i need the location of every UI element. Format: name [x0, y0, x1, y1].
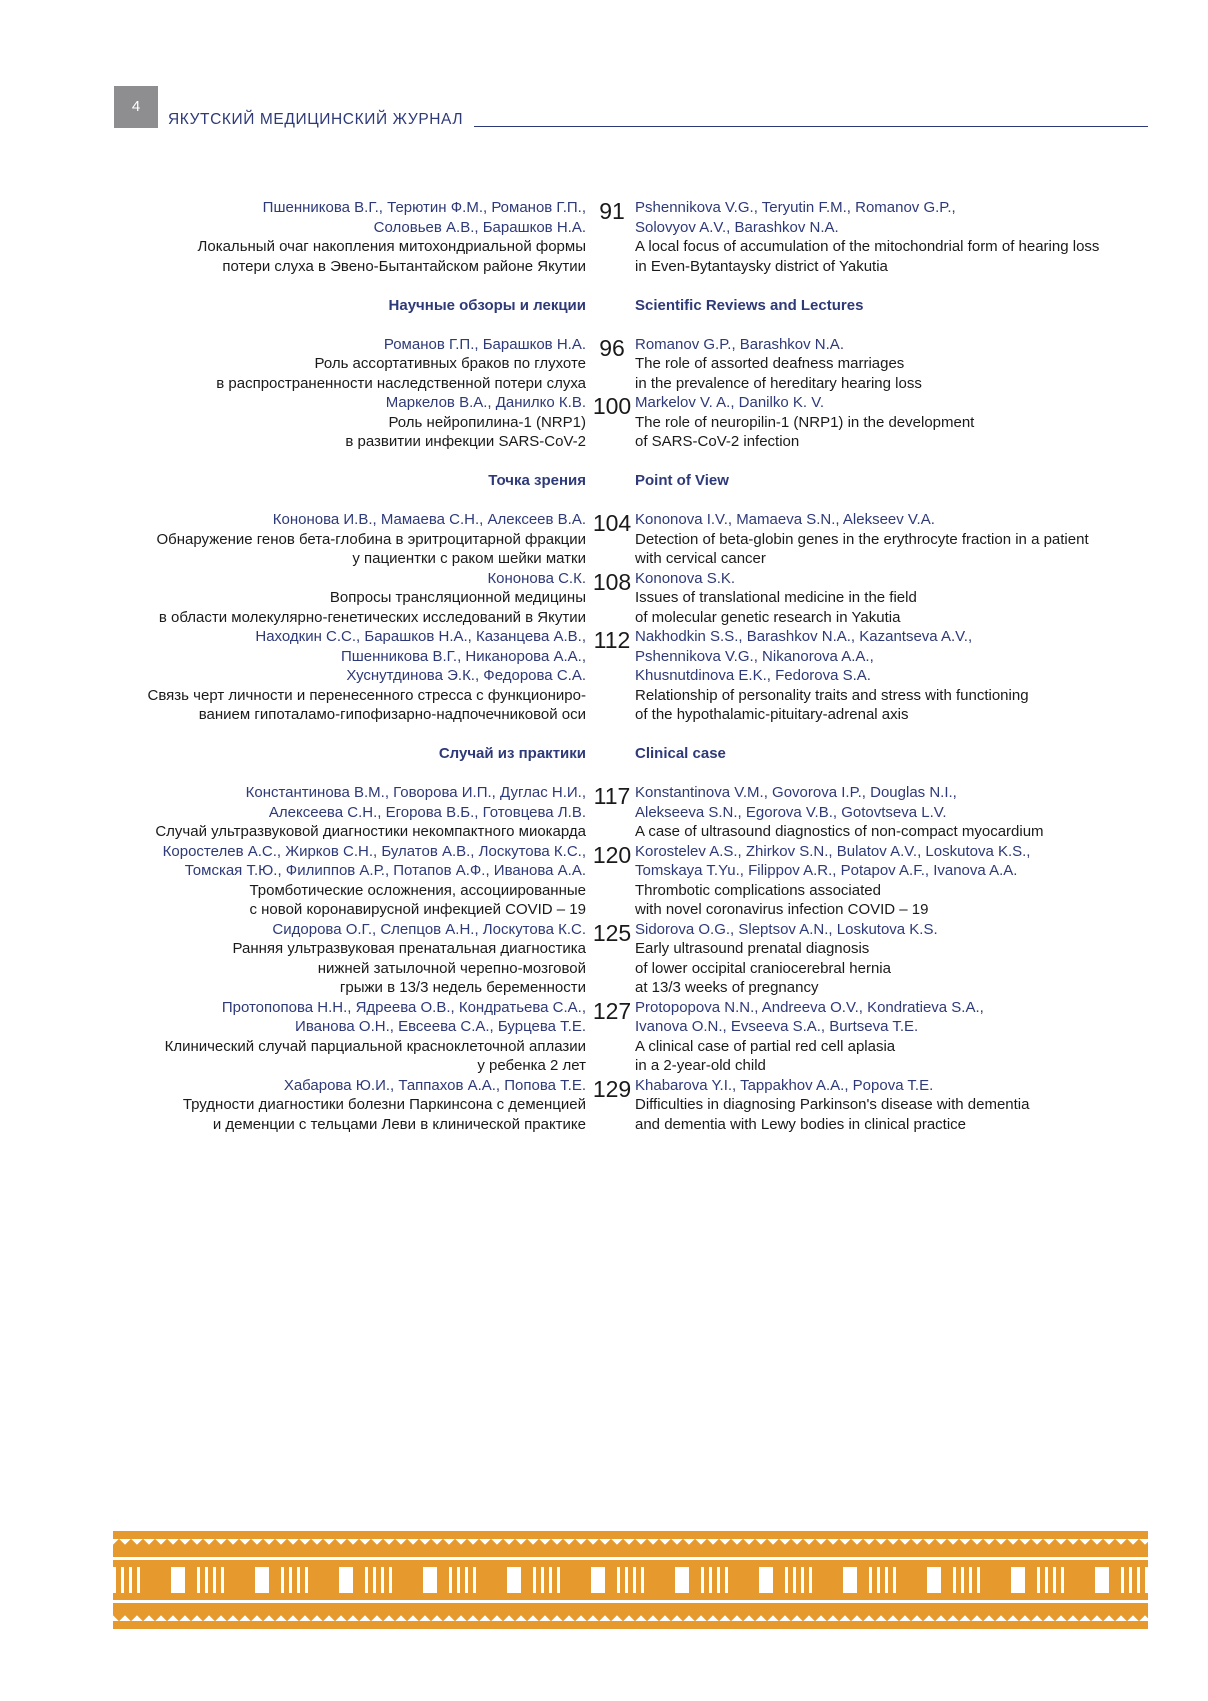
entry-ru	[110, 335, 586, 394]
article-title-en[interactable]: with cervical cancer	[635, 550, 766, 567]
author-line-ru[interactable]: Протопопова Н.Н., Ядреева О.В., Кондратьева С.А.,	[221, 998, 586, 1016]
article-title-ru[interactable]: Связь черт личности и перенесенного стресса с функциониро-	[147, 686, 586, 704]
article-title-en[interactable]: with novel coronavirus infection COVID – 19	[635, 901, 929, 918]
entry-ru	[110, 627, 586, 725]
section-title-ru: Случай из практики	[438, 745, 586, 762]
page-ref-number[interactable]: 120	[592, 841, 632, 868]
article-title-ru[interactable]: грыжи в 13/3 недель беременности	[339, 979, 586, 996]
toc-entry[interactable]	[110, 783, 1140, 842]
author-line-ru[interactable]: Романов Г.П., Барашков Н.А.	[383, 335, 586, 353]
author-line-ru[interactable]: Кононова С.К.	[487, 569, 586, 587]
article-title-ru[interactable]: Тромботические осложнения, ассоциированные	[249, 881, 586, 899]
author-line-en[interactable]: Khusnutdinova E.K., Fedorova S.A.	[635, 667, 871, 684]
author-line-en[interactable]: Tomskaya T.Yu., Filippov A.R., Potapov A.F., Ivanova A.A.	[635, 862, 1018, 879]
article-title-ru[interactable]: у ребенка 2 лет	[477, 1057, 586, 1074]
article-title-ru[interactable]: Обнаружение генов бета-глобина в эритроцитарной фракции	[156, 530, 586, 548]
entry-en	[635, 627, 1145, 725]
page-ref-number[interactable]: 112	[593, 627, 631, 653]
section-title-en: Point of View	[635, 472, 729, 489]
article-title-en[interactable]: Early ultrasound prenatal diagnosis	[635, 940, 870, 957]
section-title-en: Scientific Reviews and Lectures	[635, 296, 864, 314]
article-title-en[interactable]: The role of neuropilin-1 (NRP1) in the development	[635, 413, 975, 431]
article-title-ru[interactable]: Роль ассортативных браков по глухоте	[314, 355, 586, 372]
author-line-en[interactable]: Protopopova N.N., Andreeva O.V., Kondratieva S.A.,	[635, 998, 984, 1016]
article-title-en[interactable]: of the hypothalamic-pituitary-adrenal axis	[635, 706, 909, 723]
author-line-ru[interactable]: Соловьев А.В., Барашков Н.А.	[373, 218, 586, 236]
author-line-en[interactable]: Solovyov A.V., Barashkov N.A.	[635, 218, 839, 236]
toc-entry[interactable]	[110, 335, 1140, 394]
entry-en	[635, 842, 1145, 920]
ornament-bars	[113, 1567, 1148, 1593]
section-title-ru: Научные обзоры и лекции	[388, 296, 586, 314]
entry-en	[635, 1076, 1145, 1135]
page-number: 4	[114, 86, 158, 128]
author-line-ru[interactable]: Константинова В.М., Говорова И.П., Дуглас Н.И.,	[245, 784, 586, 801]
author-line-en[interactable]: Ivanova O.N., Evseeva S.A., Burtseva T.E.	[635, 1018, 919, 1035]
article-title-ru[interactable]: Локальный очаг накопления митохондриальной формы	[197, 238, 586, 255]
entry-en	[635, 393, 1145, 452]
author-line-ru[interactable]: Иванова О.Н., Евсеева С.А., Бурцева Т.Е.	[295, 1018, 586, 1035]
toc-section-heading	[110, 471, 1140, 491]
article-title-ru[interactable]: у пациентки с раком шейки матки	[352, 550, 586, 567]
author-line-ru[interactable]: Томская Т.Ю., Филиппов А.Р., Потапов А.Ф., Иванова А.А.	[184, 862, 586, 879]
author-line-en[interactable]: Kononova I.V., Mamaeva S.N., Alekseev V.A.	[635, 511, 935, 528]
article-title-ru[interactable]: ванием гипоталамо-гипофизарно-надпочечниковой оси	[198, 706, 586, 723]
entry-en	[635, 998, 1145, 1076]
article-title-en[interactable]: in the prevalence of hereditary hearing loss	[635, 374, 922, 392]
author-line-en[interactable]: Khabarova Y.I., Tappakhov A.A., Popova T.E.	[635, 1076, 934, 1094]
decorative-ornament-border	[113, 1531, 1148, 1629]
article-title-ru[interactable]: Вопросы трансляционной медицины	[329, 589, 586, 606]
article-title-ru[interactable]: в распространенности наследственной потери слуха	[216, 374, 586, 392]
entry-ru	[110, 510, 586, 569]
ornament-line	[113, 1557, 1148, 1560]
article-title-ru[interactable]: Трудности диагностики болезни Паркинсона с деменцией	[182, 1096, 586, 1113]
article-title-en[interactable]: Issues of translational medicine in the field	[635, 589, 917, 606]
article-title-ru[interactable]: в развитии инфекции SARS-CoV-2	[345, 433, 586, 450]
article-title-en[interactable]: A clinical case of partial red cell aplasia	[635, 1037, 896, 1055]
entry-ru	[110, 569, 586, 628]
article-title-ru[interactable]: Клинический случай парциальной красноклеточной аплазии	[164, 1037, 586, 1055]
author-line-ru[interactable]: Коростелев А.С., Жирков С.Н., Булатов А.В., Лоскутова К.С.,	[162, 842, 586, 860]
author-line-en[interactable]: Kononova S.K.	[635, 569, 736, 587]
page-ref-number[interactable]: 104	[592, 510, 632, 536]
author-line-en[interactable]: Korostelev A.S., Zhirkov S.N., Bulatov A.V., Loskutova K.S.,	[635, 842, 1031, 860]
entry-ru	[110, 393, 586, 452]
article-title-ru[interactable]: в области молекулярно-генетических исследований в Якутии	[158, 608, 586, 626]
author-line-ru[interactable]: Алексеева С.Н., Егорова В.Б., Готовцева Л.В.	[268, 803, 586, 821]
article-title-ru[interactable]: Ранняя ультразвуковая пренатальная диагностика	[232, 940, 586, 957]
article-title-en[interactable]: in Even-Bytantaysky district of Yakutia	[635, 257, 888, 275]
author-line-ru[interactable]: Пшенникова В.Г., Терютин Ф.М., Романов Г.П.,	[262, 199, 586, 216]
article-title-en[interactable]: of SARS-CoV-2 infection	[635, 433, 800, 450]
ornament-line	[113, 1600, 1148, 1603]
page-ref-number[interactable]: 129	[592, 1075, 632, 1102]
section-title-ru: Точка зрения	[488, 472, 586, 489]
toc-entry[interactable]	[110, 627, 1140, 725]
page-ref-number[interactable]: 127	[592, 997, 632, 1024]
entry-en	[635, 335, 1145, 394]
author-line-en[interactable]: Markelov V. A., Danilko K. V.	[635, 394, 824, 411]
header-rule	[474, 126, 1148, 127]
page-ref-number[interactable]: 100	[592, 393, 632, 419]
journal-title: ЯКУТСКИЙ МЕДИЦИНСКИЙ ЖУРНАЛ	[168, 111, 464, 128]
entry-ru	[110, 1076, 586, 1135]
author-line-ru[interactable]: Маркелов В.А., Данилко К.В.	[385, 394, 586, 411]
article-title-ru[interactable]: Роль нейропилина-1 (NRP1)	[388, 413, 586, 431]
entry-en	[635, 569, 1145, 628]
toc-section-heading	[110, 296, 1140, 316]
entry-ru	[110, 998, 586, 1076]
zigzag-band	[113, 1609, 1148, 1621]
author-line-en[interactable]: Konstantinova V.M., Govorova I.P., Douglas N.I.,	[635, 784, 957, 801]
section-title-en: Clinical case	[635, 745, 726, 762]
article-title-en[interactable]: of lower occipital craniocerebral hernia	[635, 959, 891, 977]
article-title-en[interactable]: at 13/3 weeks of pregnancy	[635, 979, 819, 996]
author-line-en[interactable]: Nakhodkin S.S., Barashkov N.A., Kazantseva A.V.,	[635, 628, 973, 645]
author-line-en[interactable]: Pshennikova V.G., Teryutin F.M., Romanov G.P.,	[635, 199, 956, 216]
entry-en	[635, 783, 1145, 842]
toc-entry[interactable]	[110, 998, 1140, 1076]
article-title-en[interactable]: A local focus of accumulation of the mitochondrial form of hearing loss	[635, 238, 1100, 255]
author-line-ru[interactable]: Хабарова Ю.И., Таппахов А.А., Попова Т.Е.	[283, 1076, 586, 1094]
author-line-ru[interactable]: Находкин С.С., Барашков Н.А., Казанцева А.В.,	[255, 628, 586, 645]
toc-entry[interactable]	[110, 1076, 1140, 1135]
article-title-en[interactable]: Detection of beta-globin genes in the erythrocyte fraction in a patient	[635, 530, 1089, 548]
article-title-ru[interactable]: потери слуха в Эвено-Бытантайском районе Якутии	[222, 257, 586, 275]
entry-ru	[110, 783, 586, 842]
entry-en	[635, 510, 1145, 569]
author-line-en[interactable]: Pshennikova V.G., Nikanorova A.A.,	[635, 647, 874, 665]
author-line-ru[interactable]: Пшенникова В.Г., Никанорова А.А.,	[340, 647, 586, 665]
entry-ru	[110, 920, 586, 998]
author-line-ru[interactable]: Сидорова О.Г., Слепцов А.Н., Лоскутова К.С.	[272, 920, 586, 938]
article-title-en[interactable]: Relationship of personality traits and stress with functioning	[635, 686, 1029, 704]
article-title-ru[interactable]: Случай ультразвуковой диагностики некомпактного миокарда	[155, 823, 586, 840]
table-of-contents	[110, 198, 1140, 1134]
author-line-ru[interactable]: Кононова И.В., Мамаева С.Н., Алексеев В.А.	[272, 511, 586, 528]
toc-entry[interactable]	[110, 393, 1140, 452]
entry-en	[635, 920, 1145, 998]
toc-entry[interactable]	[110, 198, 1140, 276]
entry-en	[635, 198, 1145, 276]
article-title-en[interactable]: of molecular genetic research in Yakutia	[635, 608, 901, 626]
author-line-en[interactable]: Romanov G.P., Barashkov N.A.	[635, 335, 844, 353]
article-title-en[interactable]: A case of ultrasound diagnostics of non-compact myocardium	[635, 823, 1044, 840]
entry-ru	[110, 842, 586, 920]
article-title-en[interactable]: Thrombotic complications associated	[635, 881, 881, 899]
author-line-en[interactable]: Alekseeva S.N., Egorova V.B., Gotovtseva L.V.	[635, 803, 947, 821]
author-line-ru[interactable]: Хуснутдинова Э.К., Федорова С.А.	[346, 667, 586, 684]
article-title-ru[interactable]: нижней затылочной черепно-мозговой	[317, 959, 586, 977]
page-ref-number[interactable]: 108	[592, 568, 632, 595]
toc-entry[interactable]	[110, 510, 1140, 569]
article-title-en[interactable]: in a 2-year-old child	[635, 1057, 766, 1074]
article-title-en[interactable]: The role of assorted deafness marriages	[635, 355, 905, 372]
page-ref-number[interactable]: 125	[592, 919, 632, 946]
toc-entry[interactable]	[110, 842, 1140, 920]
article-title-ru[interactable]: с новой коронавирусной инфекцией COVID – 19	[249, 901, 586, 918]
article-title-en[interactable]: and dementia with Lewy bodies in clinical practice	[635, 1115, 967, 1133]
article-title-ru[interactable]: и деменции с тельцами Леви в клинической практике	[212, 1115, 586, 1133]
toc-entry[interactable]	[110, 569, 1140, 628]
page-ref-number[interactable]: 96	[599, 334, 625, 361]
toc-entry[interactable]	[110, 920, 1140, 998]
entry-ru	[110, 198, 586, 276]
zigzag-band	[113, 1539, 1148, 1551]
page-ref-number[interactable]: 91	[599, 198, 625, 224]
page-ref-number[interactable]: 117	[593, 783, 631, 809]
toc-section-heading	[110, 744, 1140, 764]
article-title-en[interactable]: Difficulties in diagnosing Parkinson's disease with dementia	[635, 1096, 1030, 1113]
author-line-en[interactable]: Sidorova O.G., Sleptsov A.N., Loskutova K.S.	[635, 920, 938, 938]
